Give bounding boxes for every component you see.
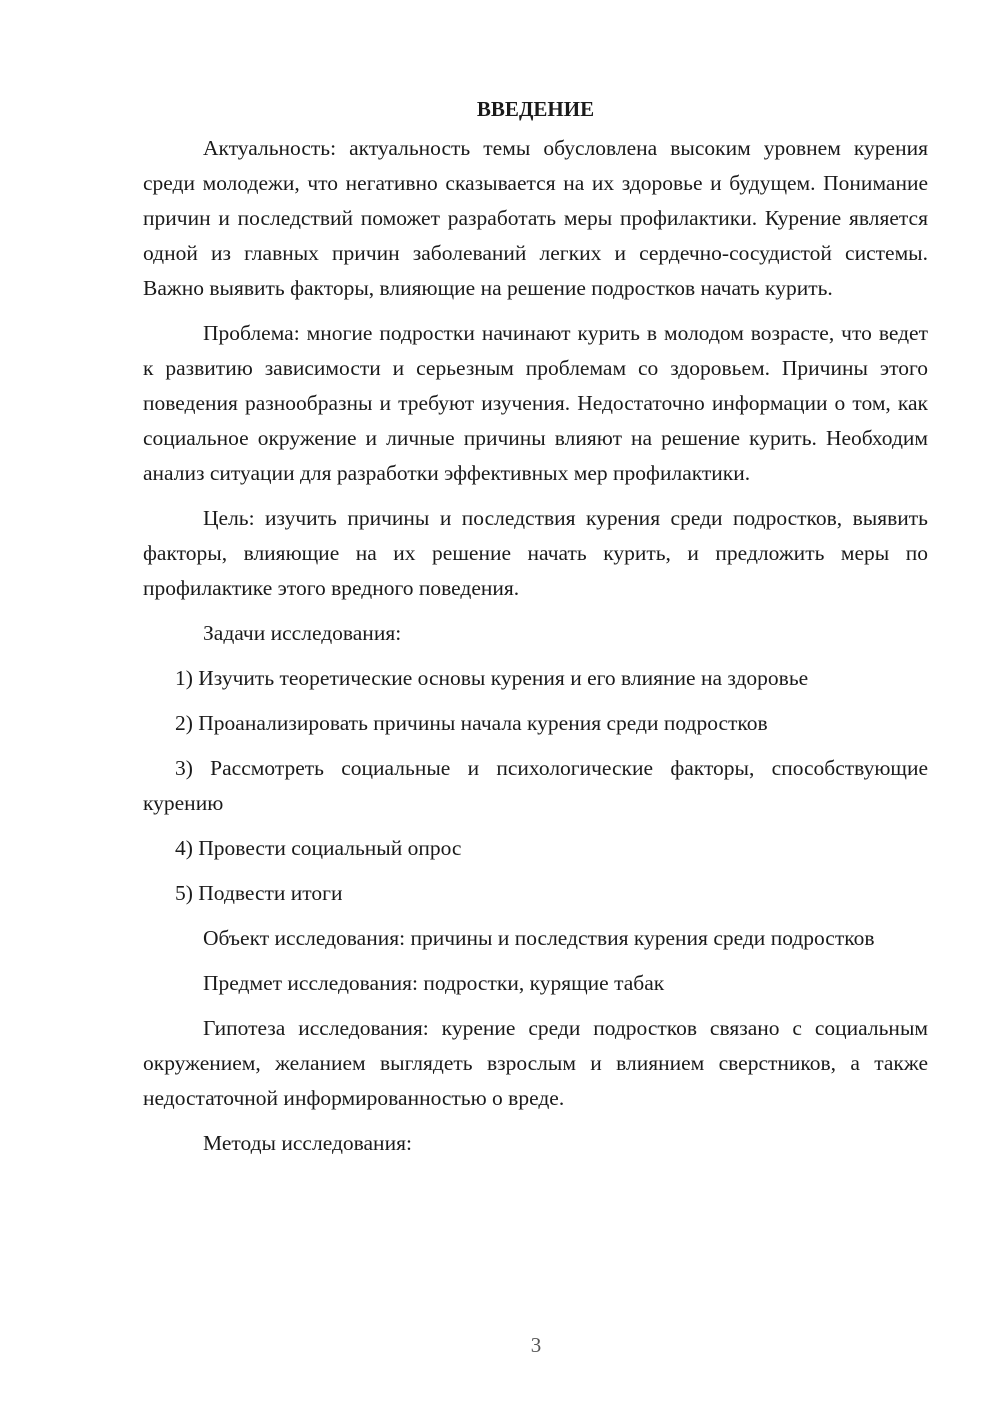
- task-item: 3) Рассмотреть социальные и психологические факторы, способствующие курению: [143, 756, 928, 815]
- paragraph-hypothesis: Гипотеза исследования: курение среди подростков связано с социальным окружением, желанием выглядеть взрослым и влиянием сверстников, а также недостаточной информированностью о вреде.: [143, 1016, 928, 1110]
- paragraph-goal: Цель: изучить причины и последствия курения среди подростков, выявить факторы, влияющие на их решение начать курить, и предложить меры по профилактике этого вредного поведения.: [143, 506, 928, 600]
- page-number: 3: [530, 1333, 542, 1357]
- paragraph-methods: Методы исследования:: [203, 1131, 412, 1155]
- paragraph-object: Объект исследования: причины и последствия курения среди подростков: [203, 926, 875, 950]
- paragraph-relevance: Актуальность: актуальность темы обусловлена высоким уровнем курения среди молодежи, что негативно сказывается на их здоровье и будущем. Понимание причин и последствий поможет разработать меры профилактики. Курение является одной из главных причин заболеваний легких и сердечно-сосудистой системы. Важно выявить факторы, влияющие на решение подростков начать курить.: [143, 136, 928, 300]
- paragraph-tasks-heading: Задачи исследования:: [203, 621, 402, 645]
- task-item: 4) Провести социальный опрос: [175, 836, 462, 860]
- document-page: [143, 92, 928, 1171]
- paragraph-subject: Предмет исследования: подростки, курящие табак: [203, 971, 665, 995]
- task-item: 2) Проанализировать причины начала курения среди подростков: [175, 711, 768, 735]
- paragraph-problem: Проблема: многие подростки начинают курить в молодом возрасте, что ведет к развитию зависимости и серьезным проблемам со здоровьем. Причины этого поведения разнообразны и требуют изучения. Недостаточно информации о том, как социальное окружение и личные причины влияют на решение курить. Необходим анализ ситуации для разработки эффективных мер профилактики.: [143, 321, 928, 485]
- section-title: ВВЕДЕНИЕ: [476, 97, 595, 121]
- task-item: 1) Изучить теоретические основы курения и его влияние на здоровье: [175, 666, 809, 690]
- task-item: 5) Подвести итоги: [175, 881, 343, 905]
